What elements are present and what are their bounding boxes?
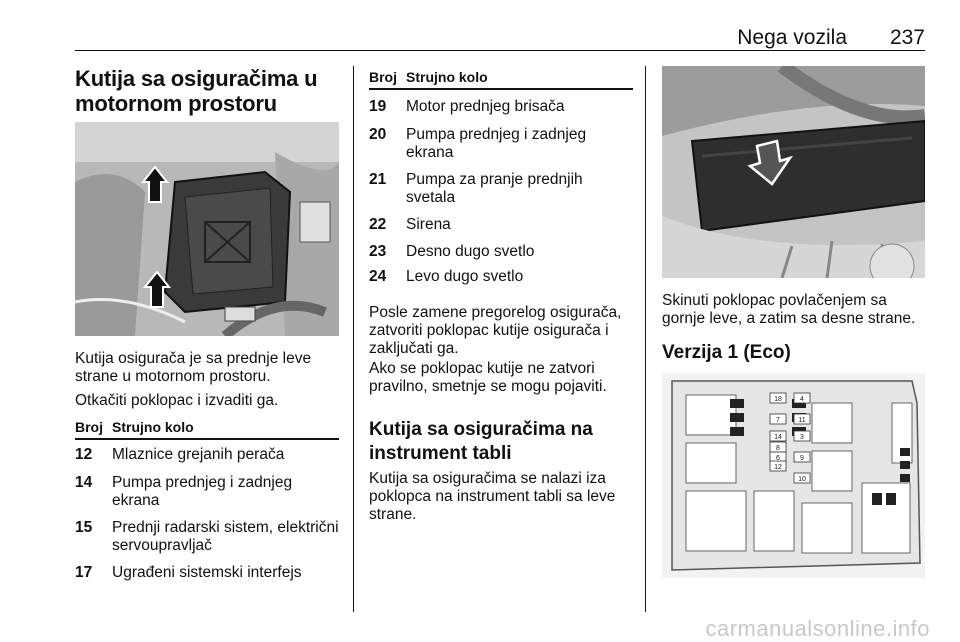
fuse-number: 24 <box>369 268 387 285</box>
fuse-label: 4 <box>800 396 804 403</box>
fuse-label: 7 <box>776 417 780 424</box>
column-header-number: Broj <box>369 69 397 85</box>
fuse-number: 20 <box>369 126 387 143</box>
fusebox-diagram <box>662 373 925 578</box>
circuit-name: Motor prednjeg brisača <box>406 98 565 115</box>
circuit-name: Mlaznice grejanih perača <box>112 446 285 463</box>
circuit-name: Prednji radarski sistem, električni servoupravljač <box>112 519 339 554</box>
fuse-number: 21 <box>369 171 387 188</box>
fuse-label: 12 <box>774 464 782 471</box>
column-header-number: Broj <box>75 419 103 435</box>
column-divider-1 <box>353 66 354 612</box>
table-header <box>369 66 633 90</box>
column-header-circuit: Strujno kolo <box>112 419 194 435</box>
fuse-label: 18 <box>774 396 782 403</box>
fuse-label: 8 <box>776 445 780 452</box>
fuse-number: 12 <box>75 446 93 463</box>
dashboard-cover-photo <box>662 66 925 278</box>
fusebox-diagram-illustration <box>662 373 925 578</box>
fuse-label: 3 <box>800 434 804 441</box>
watermark: carmanualsonline.info <box>705 616 930 641</box>
fuse-label: 10 <box>798 476 806 483</box>
fuse-label: 6 <box>776 455 780 462</box>
running-title: Nega vozila <box>737 26 847 49</box>
circuit-name: Desno dugo svetlo <box>406 243 535 260</box>
paragraph-dashboard-fusebox-location: Kutija sa osiguračima se nalazi iza poklopca na instrument tabli sa leve strane. <box>369 470 616 523</box>
paragraph-fusebox-location: Kutija osigurača je sa prednje leve strane u motornom prostoru. <box>75 350 312 385</box>
paragraph-interference-warning: Ako se poklopac kutije ne zatvori pravilno, smetnje se mogu pojaviti. <box>369 360 607 395</box>
circuit-name: Pumpa prednjeg i zadnjeg ekrana <box>112 474 293 509</box>
fuse-label: 9 <box>800 455 804 462</box>
table-header <box>75 416 339 440</box>
circuit-name: Sirena <box>406 216 451 233</box>
fuse-number: 22 <box>369 216 387 233</box>
circuit-name: Ugrađeni sistemski interfejs <box>112 564 302 581</box>
circuit-name: Levo dugo svetlo <box>406 268 524 285</box>
paragraph-remove-cover: Otkačiti poklopac i izvaditi ga. <box>75 392 279 409</box>
circuit-name: Pumpa za pranje prednjih svetala <box>406 171 583 206</box>
section-heading-dashboard-fusebox: Kutija sa osiguračima na instrument tabli <box>369 419 593 464</box>
paragraph-after-replacement: Posle zamene pregorelog osigurača, zatvoriti poklopac kutije osigurača i zaključati ga. <box>369 304 622 357</box>
section-heading-engine-fusebox: Kutija sa osiguračima u motornom prostoru <box>75 66 318 116</box>
fuse-number: 23 <box>369 243 387 260</box>
engine-fusebox-illustration <box>75 122 339 336</box>
fuse-label: 11 <box>798 417 806 424</box>
engine-fusebox-photo <box>75 122 339 336</box>
fuse-number: 14 <box>75 474 93 491</box>
column-divider-2 <box>645 66 646 612</box>
fuse-label: 14 <box>774 434 782 441</box>
version-heading: Verzija 1 (Eco) <box>662 342 791 363</box>
fuse-number: 17 <box>75 564 93 581</box>
fuse-number: 19 <box>369 98 387 115</box>
page-number: 237 <box>889 26 925 49</box>
column-header-circuit: Strujno kolo <box>406 69 488 85</box>
fuse-number: 15 <box>75 519 93 536</box>
circuit-name: Pumpa prednjeg i zadnjeg ekrana <box>406 126 587 161</box>
dashboard-cover-illustration <box>662 66 925 278</box>
paragraph-remove-dashboard-cover: Skinuti poklopac povlačenjem sa gornje leve, a zatim sa desne strane. <box>662 292 916 327</box>
running-header <box>75 20 925 51</box>
